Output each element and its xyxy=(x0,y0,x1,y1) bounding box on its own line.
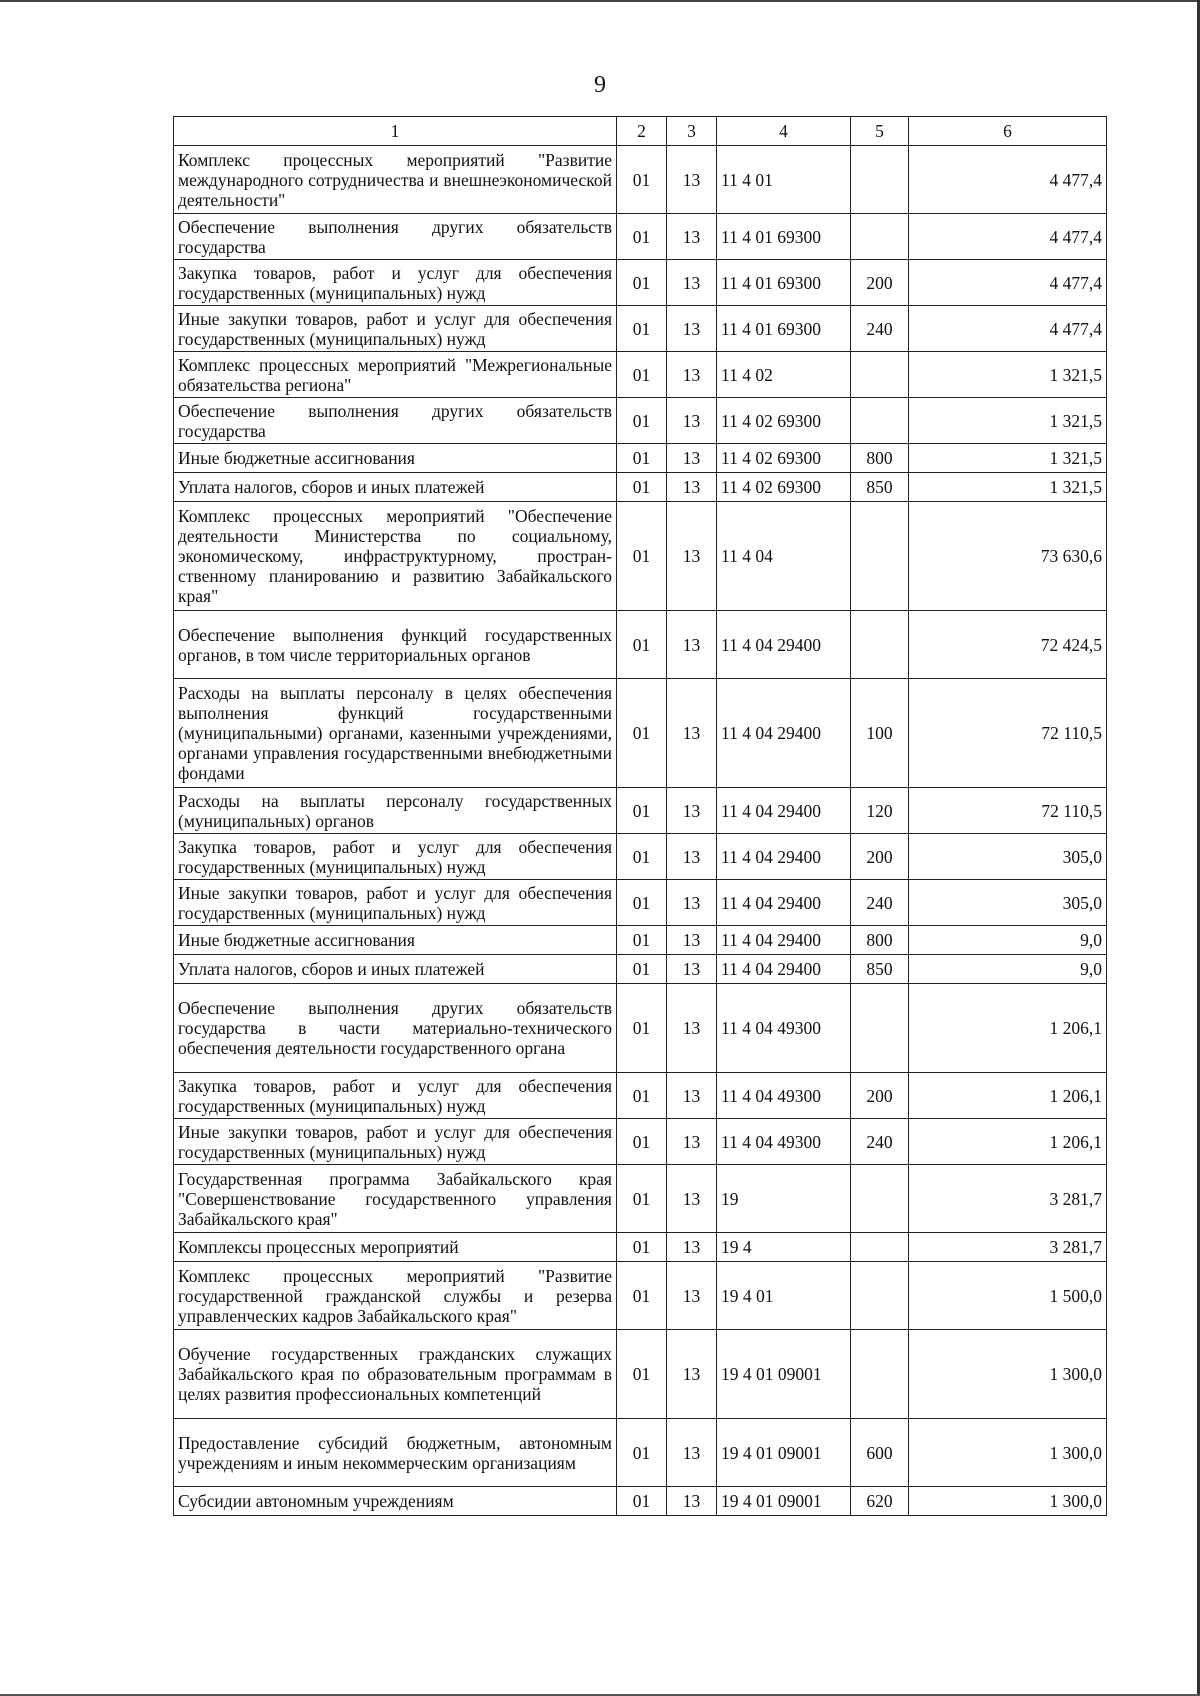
row-amount: 1 300,0 xyxy=(909,1419,1107,1487)
row-section-code: 01 xyxy=(617,444,667,473)
row-expense-type-code xyxy=(851,984,909,1073)
row-target-article-code: 11 4 04 xyxy=(717,502,851,611)
header-col-6: 6 xyxy=(909,117,1107,146)
row-subsection-code: 13 xyxy=(667,1233,717,1262)
row-target-article-code: 11 4 01 69300 xyxy=(717,214,851,260)
row-description: Обучение государственных гражданских служащих Забайкальского края по образовательным программам в целях развития профессиональных компетенций xyxy=(174,1330,617,1419)
row-section-code: 01 xyxy=(617,214,667,260)
row-section-code: 01 xyxy=(617,1165,667,1233)
row-expense-type-code xyxy=(851,398,909,444)
row-description: Иные закупки товаров, работ и услуг для обеспечения государственных (муниципальных) нужд xyxy=(174,880,617,926)
row-section-code: 01 xyxy=(617,1330,667,1419)
row-subsection-code: 13 xyxy=(667,880,717,926)
row-amount: 73 630,6 xyxy=(909,502,1107,611)
row-amount: 305,0 xyxy=(909,880,1107,926)
row-section-code: 01 xyxy=(617,473,667,502)
row-expense-type-code: 620 xyxy=(851,1487,909,1516)
row-section-code: 01 xyxy=(617,502,667,611)
row-target-article-code: 19 xyxy=(717,1165,851,1233)
table-row xyxy=(174,1073,1107,1119)
table-row xyxy=(174,260,1107,306)
header-col-2: 2 xyxy=(617,117,667,146)
row-subsection-code: 13 xyxy=(667,306,717,352)
row-section-code: 01 xyxy=(617,1119,667,1165)
row-description: Иные закупки товаров, работ и услуг для обеспечения государственных (муниципальных) нужд xyxy=(174,1119,617,1165)
row-subsection-code: 13 xyxy=(667,444,717,473)
row-subsection-code: 13 xyxy=(667,473,717,502)
row-amount: 1 206,1 xyxy=(909,1119,1107,1165)
row-subsection-code: 13 xyxy=(667,679,717,788)
row-description: Иные закупки товаров, работ и услуг для обеспечения государственных (муниципальных) нужд xyxy=(174,306,617,352)
row-amount: 1 321,5 xyxy=(909,352,1107,398)
row-subsection-code: 13 xyxy=(667,1330,717,1419)
row-target-article-code: 11 4 01 69300 xyxy=(717,260,851,306)
row-target-article-code: 11 4 04 29400 xyxy=(717,788,851,834)
row-target-article-code: 11 4 01 xyxy=(717,146,851,214)
row-expense-type-code xyxy=(851,214,909,260)
table-row xyxy=(174,473,1107,502)
table-row xyxy=(174,984,1107,1073)
row-expense-type-code xyxy=(851,1233,909,1262)
row-section-code: 01 xyxy=(617,306,667,352)
row-subsection-code: 13 xyxy=(667,984,717,1073)
row-expense-type-code: 240 xyxy=(851,880,909,926)
row-target-article-code: 11 4 04 29400 xyxy=(717,834,851,880)
row-description: Иные бюджетные ассигнования xyxy=(174,444,617,473)
row-amount: 72 110,5 xyxy=(909,679,1107,788)
row-description: Расходы на выплаты персоналу государственных (муниципальных) органов xyxy=(174,788,617,834)
row-subsection-code: 13 xyxy=(667,146,717,214)
budget-table xyxy=(173,116,1107,1516)
table-row xyxy=(174,398,1107,444)
table-row xyxy=(174,788,1107,834)
table-row xyxy=(174,1233,1107,1262)
table-header-row xyxy=(174,117,1107,146)
row-target-article-code: 19 4 01 xyxy=(717,1262,851,1330)
row-subsection-code: 13 xyxy=(667,926,717,955)
row-section-code: 01 xyxy=(617,1233,667,1262)
row-subsection-code: 13 xyxy=(667,1262,717,1330)
row-description: Обеспечение выполнения других обязательств государства xyxy=(174,398,617,444)
row-expense-type-code: 200 xyxy=(851,834,909,880)
row-section-code: 01 xyxy=(617,1073,667,1119)
row-target-article-code: 11 4 04 29400 xyxy=(717,880,851,926)
table-row xyxy=(174,1419,1107,1487)
table-row xyxy=(174,146,1107,214)
row-description: Субсидии автономным учреждениям xyxy=(174,1487,617,1516)
row-amount: 1 206,1 xyxy=(909,1073,1107,1119)
table-row xyxy=(174,1119,1107,1165)
table-row xyxy=(174,1487,1107,1516)
row-description: Комплексы процессных мероприятий xyxy=(174,1233,617,1262)
row-section-code: 01 xyxy=(617,1419,667,1487)
row-description: Закупка товаров, работ и услуг для обеспечения государственных (муниципальных) нужд xyxy=(174,834,617,880)
row-section-code: 01 xyxy=(617,1262,667,1330)
table-row xyxy=(174,444,1107,473)
row-subsection-code: 13 xyxy=(667,398,717,444)
row-description: Комплекс процессных мероприятий "Межрегиональные обязательства региона" xyxy=(174,352,617,398)
row-amount: 1 321,5 xyxy=(909,473,1107,502)
row-section-code: 01 xyxy=(617,788,667,834)
row-subsection-code: 13 xyxy=(667,214,717,260)
row-section-code: 01 xyxy=(617,880,667,926)
row-section-code: 01 xyxy=(617,611,667,679)
row-amount: 3 281,7 xyxy=(909,1165,1107,1233)
header-col-3: 3 xyxy=(667,117,717,146)
row-amount: 72 424,5 xyxy=(909,611,1107,679)
row-expense-type-code: 800 xyxy=(851,444,909,473)
row-subsection-code: 13 xyxy=(667,502,717,611)
row-target-article-code: 19 4 xyxy=(717,1233,851,1262)
row-section-code: 01 xyxy=(617,834,667,880)
row-description: Комплекс процессных мероприятий "Развитие государственной гражданской службы и резерва управленческих кадров Забайкальского края" xyxy=(174,1262,617,1330)
row-description: Государственная программа Забайкальского края "Совершенствование государственного управления Забайкальского края" xyxy=(174,1165,617,1233)
row-target-article-code: 11 4 04 29400 xyxy=(717,926,851,955)
table-row xyxy=(174,1330,1107,1419)
header-col-5: 5 xyxy=(851,117,909,146)
row-subsection-code: 13 xyxy=(667,1119,717,1165)
row-section-code: 01 xyxy=(617,352,667,398)
row-expense-type-code: 200 xyxy=(851,260,909,306)
row-subsection-code: 13 xyxy=(667,955,717,984)
table-row xyxy=(174,1262,1107,1330)
row-target-article-code: 19 4 01 09001 xyxy=(717,1419,851,1487)
row-expense-type-code: 850 xyxy=(851,473,909,502)
row-expense-type-code: 600 xyxy=(851,1419,909,1487)
row-description: Комплекс процессных мероприятий "Развитие международного сотрудничества и внешнеэкономической деятельности" xyxy=(174,146,617,214)
row-expense-type-code xyxy=(851,1165,909,1233)
row-section-code: 01 xyxy=(617,260,667,306)
row-description: Расходы на выплаты персоналу в целях обеспечения выполнения функций государственными (муниципальными) органами, казенными учреждениями, органами управления государственными внебюджетными фондами xyxy=(174,679,617,788)
row-amount: 1 321,5 xyxy=(909,444,1107,473)
row-description: Уплата налогов, сборов и иных платежей xyxy=(174,955,617,984)
row-expense-type-code: 200 xyxy=(851,1073,909,1119)
row-expense-type-code xyxy=(851,502,909,611)
header-col-4: 4 xyxy=(717,117,851,146)
table-row xyxy=(174,214,1107,260)
row-target-article-code: 11 4 02 69300 xyxy=(717,398,851,444)
row-description: Закупка товаров, работ и услуг для обеспечения государственных (муниципальных) нужд xyxy=(174,260,617,306)
table-row xyxy=(174,880,1107,926)
table-row xyxy=(174,352,1107,398)
row-section-code: 01 xyxy=(617,1487,667,1516)
row-section-code: 01 xyxy=(617,926,667,955)
row-target-article-code: 19 4 01 09001 xyxy=(717,1487,851,1516)
row-amount: 3 281,7 xyxy=(909,1233,1107,1262)
row-expense-type-code: 120 xyxy=(851,788,909,834)
row-amount: 1 300,0 xyxy=(909,1330,1107,1419)
row-target-article-code: 11 4 04 29400 xyxy=(717,611,851,679)
page-number: 9 xyxy=(594,72,606,98)
row-expense-type-code: 240 xyxy=(851,1119,909,1165)
row-expense-type-code xyxy=(851,352,909,398)
row-target-article-code: 11 4 02 xyxy=(717,352,851,398)
row-description: Уплата налогов, сборов и иных платежей xyxy=(174,473,617,502)
row-amount: 1 206,1 xyxy=(909,984,1107,1073)
row-amount: 4 477,4 xyxy=(909,146,1107,214)
table-row xyxy=(174,306,1107,352)
table-body xyxy=(174,146,1107,1516)
row-expense-type-code: 240 xyxy=(851,306,909,352)
row-subsection-code: 13 xyxy=(667,834,717,880)
row-description: Обеспечение выполнения других обязательств государства в части материально-технического обеспечения деятельности государственного органа xyxy=(174,984,617,1073)
row-target-article-code: 11 4 04 29400 xyxy=(717,955,851,984)
row-amount: 9,0 xyxy=(909,955,1107,984)
row-expense-type-code: 850 xyxy=(851,955,909,984)
row-amount: 1 300,0 xyxy=(909,1487,1107,1516)
table-row xyxy=(174,926,1107,955)
row-expense-type-code xyxy=(851,146,909,214)
page-border-top xyxy=(0,0,1200,2)
row-description: Предоставление субсидий бюджетным, автономным учреждениям и иным некоммерческим организациям xyxy=(174,1419,617,1487)
row-amount: 4 477,4 xyxy=(909,260,1107,306)
row-amount: 1 321,5 xyxy=(909,398,1107,444)
row-description: Закупка товаров, работ и услуг для обеспечения государственных (муниципальных) нужд xyxy=(174,1073,617,1119)
row-section-code: 01 xyxy=(617,679,667,788)
row-expense-type-code: 800 xyxy=(851,926,909,955)
row-amount: 4 477,4 xyxy=(909,306,1107,352)
table-row xyxy=(174,679,1107,788)
row-target-article-code: 11 4 04 49300 xyxy=(717,1073,851,1119)
row-section-code: 01 xyxy=(617,398,667,444)
table-row xyxy=(174,1165,1107,1233)
table-row xyxy=(174,502,1107,611)
table-row xyxy=(174,834,1107,880)
row-subsection-code: 13 xyxy=(667,1487,717,1516)
row-subsection-code: 13 xyxy=(667,1419,717,1487)
row-target-article-code: 19 4 01 09001 xyxy=(717,1330,851,1419)
row-amount: 9,0 xyxy=(909,926,1107,955)
row-description: Обеспечение выполнения других обязательств государства xyxy=(174,214,617,260)
row-target-article-code: 11 4 04 29400 xyxy=(717,679,851,788)
row-expense-type-code: 100 xyxy=(851,679,909,788)
table-row xyxy=(174,611,1107,679)
row-expense-type-code xyxy=(851,1262,909,1330)
row-amount: 4 477,4 xyxy=(909,214,1107,260)
row-description: Комплекс процессных мероприятий "Обеспечение деятельности Министерства по социальному, экономическому, инфраструктурному, пространственному планированию и развитию Забайкальского края" xyxy=(174,502,617,611)
header-col-1: 1 xyxy=(174,117,617,146)
row-expense-type-code xyxy=(851,611,909,679)
row-amount: 72 110,5 xyxy=(909,788,1107,834)
row-amount: 1 500,0 xyxy=(909,1262,1107,1330)
row-subsection-code: 13 xyxy=(667,611,717,679)
row-section-code: 01 xyxy=(617,955,667,984)
row-target-article-code: 11 4 04 49300 xyxy=(717,984,851,1073)
row-expense-type-code xyxy=(851,1330,909,1419)
row-subsection-code: 13 xyxy=(667,1165,717,1233)
row-subsection-code: 13 xyxy=(667,352,717,398)
row-subsection-code: 13 xyxy=(667,788,717,834)
row-target-article-code: 11 4 04 49300 xyxy=(717,1119,851,1165)
row-description: Иные бюджетные ассигнования xyxy=(174,926,617,955)
row-subsection-code: 13 xyxy=(667,260,717,306)
row-section-code: 01 xyxy=(617,146,667,214)
row-description: Обеспечение выполнения функций государственных органов, в том числе территориальных органов xyxy=(174,611,617,679)
row-subsection-code: 13 xyxy=(667,1073,717,1119)
row-target-article-code: 11 4 01 69300 xyxy=(717,306,851,352)
row-target-article-code: 11 4 02 69300 xyxy=(717,444,851,473)
table-row xyxy=(174,955,1107,984)
row-section-code: 01 xyxy=(617,984,667,1073)
row-amount: 305,0 xyxy=(909,834,1107,880)
row-target-article-code: 11 4 02 69300 xyxy=(717,473,851,502)
